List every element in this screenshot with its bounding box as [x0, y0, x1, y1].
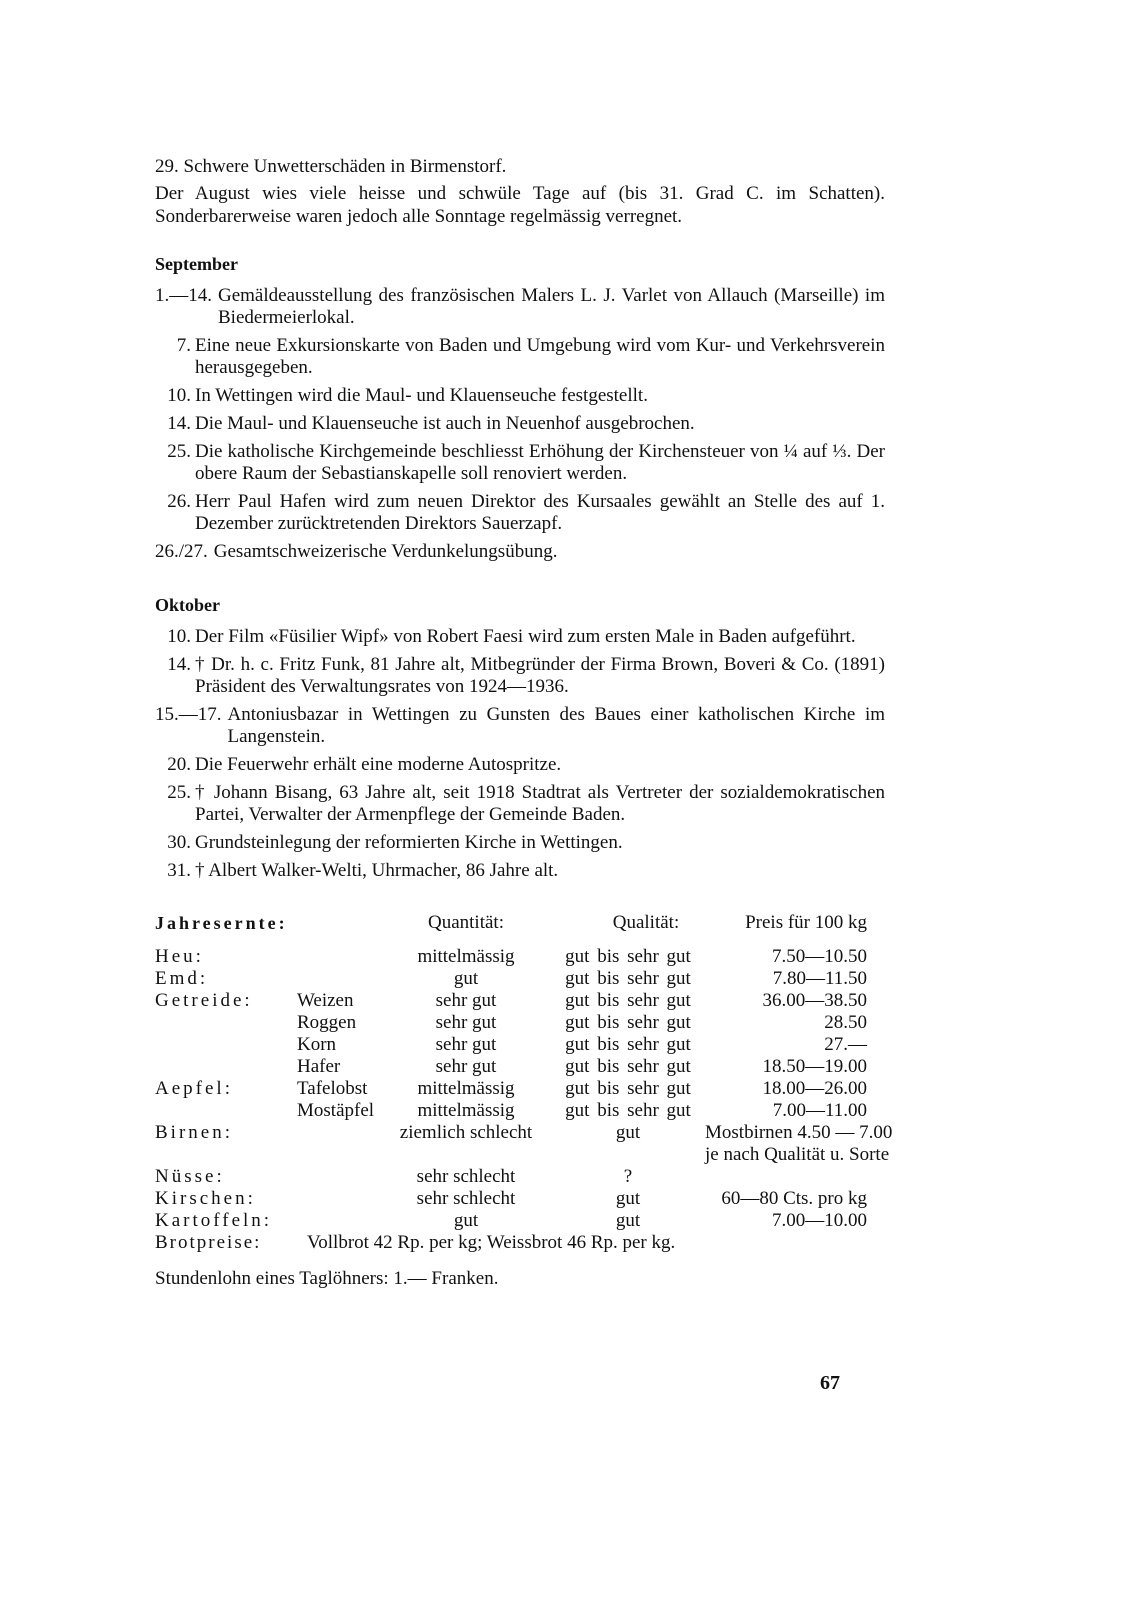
harvest-cell-qty: ziemlich schlecht	[399, 1122, 533, 1143]
harvest-cell-cat: Nüsse:	[155, 1166, 225, 1187]
harvest-cell-qual: gut bis sehr gut	[565, 1012, 691, 1033]
section-heading-oktober: Oktober	[155, 595, 220, 615]
harvest-row	[155, 990, 885, 1012]
harvest-cell-qual: gut	[615, 1122, 641, 1143]
harvest-cell-cat: Emd:	[155, 968, 209, 989]
harvest-cell-sub: Korn	[297, 1034, 337, 1055]
oktober-entry-date: 30.	[167, 832, 191, 853]
harvest-cell-qual: gut bis sehr gut	[565, 990, 691, 1011]
oktober-entry	[155, 860, 885, 882]
harvest-cell-price: je nach Qualität u. Sorte	[705, 1144, 890, 1165]
harvest-cell-price: 60—80 Cts. pro kg	[721, 1188, 867, 1209]
september-entries	[155, 285, 885, 563]
september-entry-date: 26.	[167, 491, 191, 512]
harvest-cell-price: 18.00—26.00	[762, 1078, 867, 1099]
oktober-entry	[155, 654, 885, 698]
september-entry	[155, 491, 885, 535]
section-heading-september: September	[155, 254, 238, 274]
harvest-cell-qty: sehr gut	[435, 1034, 497, 1055]
oktober-entry-date: 15.—17.	[155, 704, 222, 725]
harvest-row	[155, 1034, 885, 1056]
oktober-entry-date: 10.	[167, 626, 191, 647]
oktober-entry-date: 31.	[167, 860, 191, 881]
harvest-row	[155, 1012, 885, 1034]
september-entry-text: In Wettingen wird die Maul- und Klauenseuche festgestellt.	[195, 385, 648, 406]
oktober-entry-text: † Dr. h. c. Fritz Funk, 81 Jahre alt, Mitbegründer der Firma Brown, Boveri & Co. (1891) Präsident des Verwaltungsrates von 1924—1936.	[195, 654, 885, 697]
harvest-cell-price: 18.50—19.00	[762, 1056, 867, 1077]
september-entry	[155, 413, 885, 435]
harvest-row	[155, 968, 885, 990]
harvest-cell-sub: Roggen	[297, 1012, 357, 1033]
harvest-cell-sub: Mostäpfel	[297, 1100, 375, 1121]
bread-prices-label: Brotpreise:	[155, 1232, 262, 1253]
harvest-cell-qual: gut bis sehr gut	[565, 968, 691, 989]
harvest-cell-qual: gut bis sehr gut	[565, 1034, 691, 1055]
oktober-entry-text: † Albert Walker-Welti, Uhrmacher, 86 Jahre alt.	[195, 860, 559, 881]
harvest-cell-sub: Tafelobst	[297, 1078, 368, 1099]
harvest-rows	[155, 946, 893, 1232]
oktober-entry-text: Antoniusbazar in Wettingen zu Gunsten des Baues einer katholischen Kirche im Langenstein.	[227, 704, 885, 747]
oktober-entry-text: † Johann Bisang, 63 Jahre alt, seit 1918 Stadtrat als Vertreter der sozialdemokratischen Partei, Verwalter der Armenpflege der Gemeinde Baden.	[195, 782, 885, 825]
september-entry	[155, 385, 885, 407]
harvest-cell-price: 7.00—10.00	[772, 1210, 867, 1231]
harvest-header	[155, 912, 885, 942]
september-entry-date: 7.	[176, 335, 191, 356]
harvest-cell-sub: Weizen	[297, 990, 354, 1011]
page-number: 67	[820, 1372, 840, 1394]
oktober-entry	[155, 832, 885, 854]
harvest-cell-price: 7.50—10.50	[772, 946, 867, 967]
oktober-entry	[155, 782, 885, 826]
harvest-cell-cat: Kirschen:	[155, 1188, 256, 1209]
harvest-row	[155, 1166, 885, 1188]
harvest-cell-sub: Hafer	[297, 1056, 341, 1077]
harvest-cell-cat: Heu:	[155, 946, 204, 967]
harvest-cell-cat: Aepfel:	[155, 1078, 233, 1099]
harvest-cell-qual: gut bis sehr gut	[565, 1056, 691, 1077]
harvest-cell-qual: gut bis sehr gut	[565, 1078, 691, 1099]
harvest-cell-price: 7.80—11.50	[772, 968, 867, 989]
intro-line: 29. Schwere Unwetterschäden in Birmenstorf.	[155, 156, 507, 177]
intro-paragraph: Der August wies viele heisse und schwüle Tage auf (bis 31. Grad C. im Schatten). Sonderbarerweise waren jedoch alle Sonntage regelmässig verregnet.	[155, 183, 885, 227]
harvest-cell-price: Mostbirnen 4.50 — 7.00	[705, 1122, 893, 1143]
harvest-cell-qty: sehr gut	[435, 1056, 497, 1077]
oktober-entry-text: Der Film «Füsilier Wipf» von Robert Faesi wird zum ersten Male in Baden aufgeführt.	[195, 626, 856, 647]
harvest-cell-qty: sehr gut	[435, 1012, 497, 1033]
oktober-entry	[155, 704, 885, 748]
september-entry-text: Gesamtschweizerische Verdunkelungsübung.	[213, 541, 558, 562]
harvest-cell-qual: gut bis sehr gut	[565, 1100, 691, 1121]
oktober-entry-date: 25.	[167, 782, 191, 803]
harvest-header-price: Preis für 100 kg	[745, 912, 867, 933]
harvest-cell-qty: sehr schlecht	[416, 1166, 516, 1187]
harvest-cell-cat: Getreide:	[155, 990, 253, 1011]
harvest-row	[155, 1078, 885, 1100]
harvest-table	[155, 912, 893, 1256]
harvest-cell-price: 7.00—11.00	[772, 1100, 867, 1121]
september-entry-text: Gemäldeausstellung des französischen Malers L. J. Varlet von Allauch (Marseille) im Biedermeierlokal.	[218, 285, 885, 328]
harvest-cell-qty: sehr schlecht	[416, 1188, 516, 1209]
harvest-row	[155, 946, 885, 968]
harvest-header-quality: Qualität:	[612, 912, 680, 933]
september-entry-date: 10.	[167, 385, 191, 406]
september-entry-text: Die katholische Kirchgemeinde beschliesst Erhöhung der Kirchensteuer von ¼ auf ⅓. Der obere Raum der Sebastianskapelle soll renoviert werden.	[195, 441, 885, 484]
september-entry	[155, 285, 885, 329]
oktober-entry	[155, 754, 885, 776]
september-entry-text: Eine neue Exkursionskarte von Baden und Umgebung wird vom Kur- und Verkehrsverein herausgegeben.	[195, 335, 885, 378]
oktober-entries	[155, 626, 885, 882]
page-content	[155, 155, 893, 1290]
oktober-entry-text: Die Feuerwehr erhält eine moderne Autospritze.	[195, 754, 562, 775]
september-entry-text: Die Maul- und Klauenseuche ist auch in Neuenhof ausgebrochen.	[195, 413, 695, 434]
harvest-cell-price: 28.50	[824, 1012, 867, 1033]
harvest-row	[155, 1144, 890, 1166]
harvest-cell-qty: gut	[453, 1210, 479, 1231]
oktober-entry-date: 20.	[167, 754, 191, 775]
harvest-cell-qty: mittelmässig	[417, 1078, 515, 1099]
harvest-cell-qual: ?	[623, 1166, 633, 1187]
harvest-row	[155, 1210, 885, 1232]
bread-prices-text: Vollbrot 42 Rp. per kg; Weissbrot 46 Rp. per kg.	[307, 1232, 676, 1253]
harvest-row	[155, 1100, 885, 1122]
harvest-cell-price: 27.—	[824, 1034, 867, 1055]
harvest-row	[155, 1056, 885, 1078]
harvest-cell-cat: Birnen:	[155, 1122, 233, 1143]
september-entry-date: 26./27.	[155, 541, 208, 562]
oktober-entry	[155, 626, 885, 648]
harvest-header-quantity: Quantität:	[428, 912, 504, 933]
september-entry	[155, 441, 885, 485]
oktober-entry-date: 14.	[167, 654, 191, 675]
harvest-header-category: Jahresernte:	[155, 913, 288, 933]
harvest-cell-qual: gut bis sehr gut	[565, 946, 691, 967]
harvest-cell-qty: mittelmässig	[417, 946, 515, 967]
oktober-entry-text: Grundsteinlegung der reformierten Kirche in Wettingen.	[195, 832, 623, 853]
harvest-cell-cat: Kartoffeln:	[155, 1210, 273, 1231]
september-entry-date: 1.—14.	[155, 285, 212, 306]
harvest-row	[155, 1188, 885, 1210]
harvest-cell-qty: mittelmässig	[417, 1100, 515, 1121]
harvest-cell-qual: gut	[615, 1188, 641, 1209]
september-entry-date: 25.	[167, 441, 191, 462]
harvest-cell-qty: sehr gut	[435, 990, 497, 1011]
harvest-row	[155, 1122, 893, 1144]
september-entry-text: Herr Paul Hafen wird zum neuen Direktor des Kursaales gewählt an Stelle des auf 1. Dezember zurücktretenden Direktors Sauerzapf.	[195, 491, 885, 534]
september-entry	[155, 335, 885, 379]
harvest-cell-qual: gut	[615, 1210, 641, 1231]
bread-prices-row	[155, 1232, 885, 1256]
harvest-cell-price: 36.00—38.50	[762, 990, 867, 1011]
september-entry	[155, 541, 885, 563]
harvest-cell-qty: gut	[453, 968, 479, 989]
day-laborer-wage: Stundenlohn eines Taglöhners: 1.— Franken.	[155, 1268, 499, 1289]
september-entry-date: 14.	[167, 413, 191, 434]
